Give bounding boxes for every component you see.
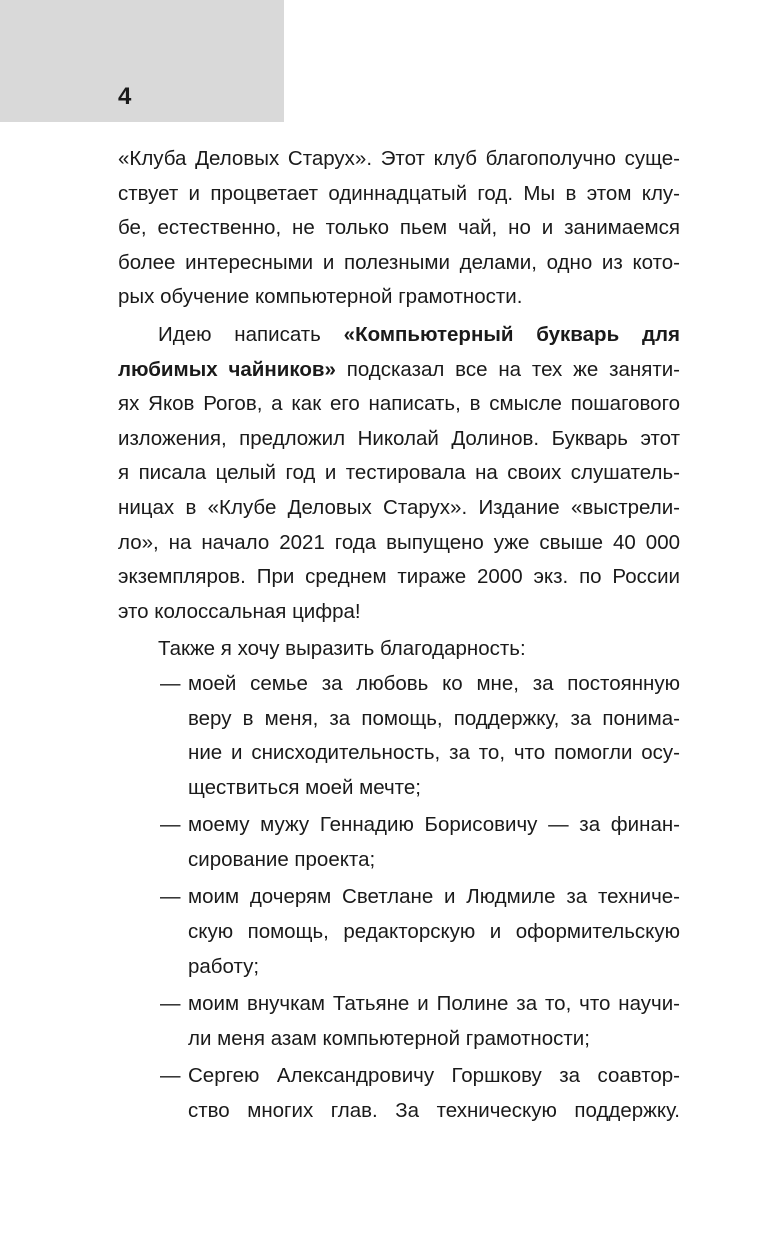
text-run: Сергею Александровичу Горшкову за соавтор- (188, 1064, 680, 1088)
dash-marker: — (160, 992, 181, 1016)
list-item (118, 1059, 680, 1128)
text-line (118, 987, 680, 1022)
text-line: рых обучение компьютерной грамотности. (118, 285, 523, 309)
text-run: моим внучкам Татьяне и Полине за то, что научи- (188, 992, 680, 1016)
list-item (118, 667, 680, 805)
text-line: работу; (188, 954, 260, 978)
body-text (118, 142, 680, 1129)
text-line (118, 808, 680, 843)
paragraph-1 (118, 142, 680, 315)
text-line: ницах в «Клубе Деловых Старух». Издание «выстрели- (118, 495, 680, 519)
text-line: ло», на начало 2021 года выпущено уже свыше 40 000 (118, 530, 680, 554)
text-run: моим дочерям Светлане и Людмиле за техниче- (188, 885, 680, 909)
text-line: бе, естественно, не только пьем чай, но и занимаемся (118, 216, 680, 240)
text-line: ществиться моей мечте; (188, 775, 421, 799)
gratitude-list (118, 667, 680, 1129)
text-line (118, 667, 680, 702)
text-run: моей семье за любовь ко мне, за постоянную (188, 671, 680, 695)
text-line: «Клуба Деловых Старух». Этот клуб благополучно суще- (118, 147, 680, 170)
text-line (118, 353, 680, 388)
text-line: это колоссальная цифра! (118, 599, 361, 623)
text-line: Также я хочу выразить благодарность: (158, 637, 526, 661)
text-line (118, 318, 680, 353)
paragraph-2 (118, 318, 680, 629)
book-title-part-2: любимых чайников» (118, 357, 336, 381)
book-title-part-1: «Компьютерный букварь для (343, 322, 680, 346)
paragraph-3 (118, 632, 680, 667)
text-line: скую помощь, редакторскую и оформительскую (188, 920, 680, 944)
text-run: Идею написать (158, 322, 344, 346)
text-line: ние и снисходительность, за то, что помогли осу- (188, 741, 680, 765)
text-line: ство многих глав. За техническую поддержку. (188, 1099, 680, 1123)
text-line: ях Яков Рогов, а как его написать, в смысле пошагового (118, 392, 680, 416)
text-line: я писала целый год и тестировала на своих слушатель- (118, 461, 680, 485)
list-item (118, 880, 680, 984)
text-line: веру в меня, за помощь, поддержку, за понима- (188, 706, 680, 730)
dash-marker: — (160, 671, 181, 695)
text-line: более интересными и полезными делами, одно из кото- (118, 250, 680, 274)
text-line: ствует и процветает одиннадцатый год. Мы в этом клу- (118, 181, 680, 205)
text-line: изложения, предложил Николай Долинов. Букварь этот (118, 426, 680, 450)
dash-marker: — (160, 1064, 181, 1088)
dash-marker: — (160, 885, 181, 909)
page-number: 4 (118, 83, 132, 110)
text-run: подсказал все на тех же заняти- (335, 357, 680, 381)
list-item (118, 987, 680, 1056)
dash-marker: — (160, 813, 181, 837)
text-line: сирование проекта; (188, 847, 376, 871)
text-line (118, 880, 680, 915)
list-item (118, 808, 680, 877)
text-line (118, 1059, 680, 1094)
text-line: ли меня азам компьютерной грамотности; (188, 1026, 590, 1050)
text-line: экземпляров. При среднем тираже 2000 экз. по России (118, 565, 680, 589)
page-header-tab (0, 0, 284, 122)
text-run: моему мужу Геннадию Борисовичу — за финан- (188, 813, 680, 837)
